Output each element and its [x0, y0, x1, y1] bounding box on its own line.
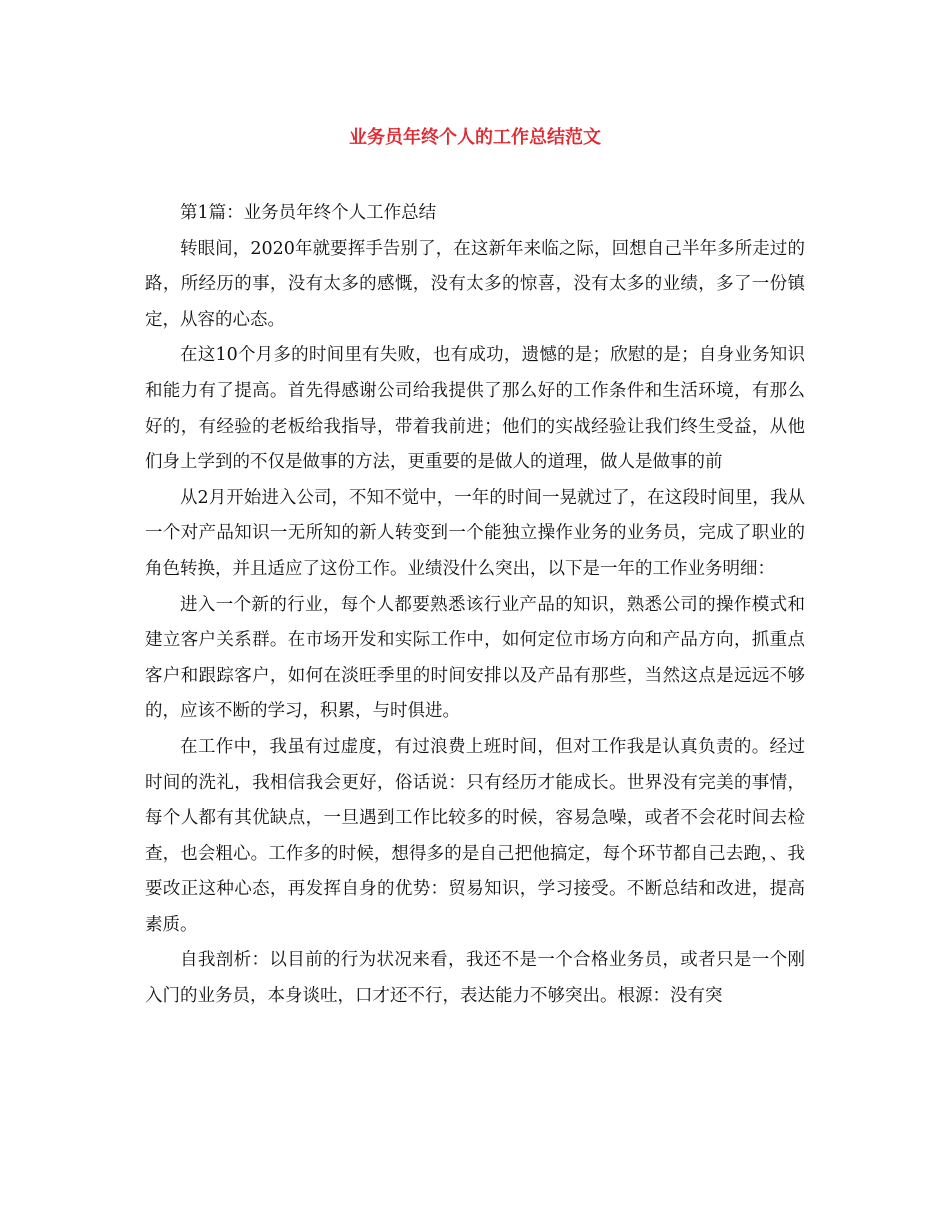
paragraph: 进入一个新的行业，每个人都要熟悉该行业产品的知识，熟悉公司的操作模式和建立客户关系群。在市场开发和实际工作中，如何定位市场方向和产品方向，抓重点客户和跟踪客户，如何在淡旺季里的时间安排以及产品有那些，当然这点是远远不够的，应该不断的学习，积累，与时俱进。 [145, 594, 805, 722]
paragraph: 从2月开始进入公司，不知不觉中，一年的时间一晃就过了，在这段时间里，我从一个对产品知识一无所知的新人转变到一个能独立操作业务的业务员，完成了职业的角色转换，并且适应了这份工作。业绩没什么突出，以下是一年的工作业务明细： [145, 487, 805, 579]
paragraph: 在这10个月多的时间里有失败，也有成功，遗憾的是；欣慰的是；自身业务知识和能力有了提高。首先得感谢公司给我提供了那么好的工作条件和生活环境，有那么好的，有经验的老板给我指导，带着我前进；他们的实战经验让我们终生受益，从他们身上学到的不仅是做事的方法，更重要的是做人的道理，做人是做事的前 [145, 345, 805, 473]
paragraph: 自我剖析：以目前的行为状况来看，我还不是一个合格业务员，或者只是一个刚入门的业务员，本身谈吐，口才还不行，表达能力不够突出。根源：没有突 [145, 950, 805, 1007]
section-heading: 第1篇：业务员年终个人工作总结 [180, 203, 437, 223]
document-body [145, 196, 805, 1015]
paragraph: 转眼间，2020年就要挥手告别了，在这新年来临之际，回想自己半年多所走过的路，所经历的事，没有太多的感慨，没有太多的惊喜，没有太多的业绩，多了一份镇定，从容的心态。 [145, 238, 805, 330]
document-title: 业务员年终个人的工作总结范文 [349, 127, 601, 148]
paragraph: 在工作中，我虽有过虚度，有过浪费上班时间，但对工作我是认真负责的。经过时间的洗礼，我相信我会更好，俗话说：只有经历才能成长。世界没有完美的事情，每个人都有其优缺点，一旦遇到工作比较多的时候，容易急噪，或者不会花时间去检查，也会粗心。工作多的时候，想得多的是自己把他搞定，每个环节都自己去跑，、我要改正这种心态，再发挥自身的优势：贸易知识，学习接受。不断总结和改进，提高素质。 [145, 736, 805, 935]
